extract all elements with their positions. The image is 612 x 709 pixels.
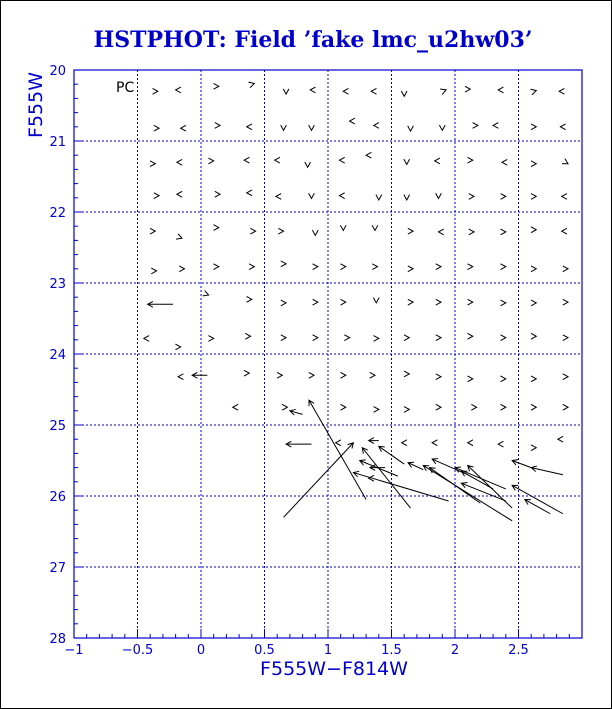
vector-arrow — [525, 500, 550, 514]
vector-arrow — [181, 125, 186, 131]
vector-arrow — [343, 88, 348, 94]
vector-arrow — [531, 161, 536, 167]
vector-arrow — [531, 124, 536, 130]
vector-arrow — [404, 371, 409, 377]
vector-arrow — [247, 296, 252, 302]
vector-arrow — [468, 157, 473, 163]
vector-arrow — [531, 227, 536, 233]
vector-arrow — [374, 123, 379, 129]
vector-arrow — [177, 159, 182, 165]
vector-arrow — [244, 370, 249, 376]
vector-arrow — [531, 333, 536, 339]
vector-arrow — [244, 157, 249, 163]
vector-arrow — [404, 335, 409, 341]
vector-arrow — [436, 335, 441, 341]
vector-arrow — [435, 158, 440, 164]
vector-arrow — [498, 87, 503, 93]
vector-arrow — [461, 483, 505, 501]
vector-arrow — [339, 193, 344, 199]
vector-arrow — [498, 441, 503, 447]
vector-arrow — [501, 404, 506, 410]
vector-arrow — [276, 194, 281, 200]
vector-arrow — [436, 299, 441, 305]
vector-arrow — [281, 125, 287, 130]
vector-arrow — [214, 225, 219, 231]
vector-arrow — [563, 404, 568, 410]
vector-arrow — [404, 195, 410, 200]
vector-arrow — [178, 374, 183, 380]
vector-arrow — [402, 440, 407, 446]
x-tick-label: 2 — [450, 643, 460, 658]
vector-arrow — [455, 467, 506, 489]
vector-arrow — [309, 372, 314, 378]
x-tick-label: −1 — [64, 643, 84, 658]
x-axis-label: F555W−F814W — [260, 658, 408, 680]
vector-arrow — [376, 195, 382, 200]
y-tick-label: 22 — [49, 206, 66, 221]
vector-arrow — [150, 161, 155, 167]
vector-arrow — [563, 335, 568, 341]
vector-arrow — [408, 462, 423, 469]
vector-arrow — [374, 336, 379, 342]
chip-label: PC — [116, 80, 135, 96]
vector-arrow — [469, 194, 474, 200]
vector-arrow — [468, 376, 473, 382]
vector-arrow — [336, 440, 341, 446]
vector-arrow — [531, 376, 536, 382]
vector-arrow — [339, 157, 344, 163]
vector-arrow — [560, 124, 565, 130]
vector-arrow — [563, 374, 568, 380]
vector-arrow — [150, 228, 155, 234]
vector-arrow — [208, 158, 213, 164]
vector-arrow — [176, 87, 181, 93]
vector-arrow — [313, 299, 318, 305]
vector-arrow — [371, 88, 376, 94]
vector-arrow — [379, 446, 404, 464]
vector-arrow — [438, 229, 443, 235]
vector-arrow — [501, 229, 506, 235]
vector-arrow — [562, 228, 567, 234]
x-tick-label: 1 — [323, 643, 333, 658]
grid — [74, 70, 582, 638]
x-tick-label: −0.5 — [121, 643, 154, 658]
vector-arrow — [284, 443, 354, 518]
vector-arrow — [501, 194, 506, 200]
vector-arrow — [562, 159, 568, 164]
vector-arrow — [531, 300, 536, 306]
vector-arrow — [305, 162, 311, 167]
vector-arrow — [468, 333, 473, 339]
vector-arrow — [468, 264, 473, 270]
vector-arrow — [281, 335, 286, 341]
vector-arrow — [468, 440, 473, 446]
vector-arrow — [278, 228, 283, 234]
y-tick-label: 20 — [49, 64, 66, 79]
vector-arrow — [436, 404, 441, 410]
y-axis-label: F555W — [25, 72, 47, 138]
vector-arrow — [512, 485, 563, 513]
vector-arrow — [208, 336, 213, 342]
vector-arrow — [439, 125, 445, 130]
vector-arrow — [277, 372, 282, 378]
y-tick-label: 23 — [49, 277, 66, 292]
vector-arrow — [493, 123, 498, 129]
y-tick-label: 21 — [49, 135, 66, 150]
vector-arrow — [401, 91, 407, 96]
vector-arrow — [203, 291, 209, 296]
vector-arrow — [281, 261, 286, 267]
vector-arrow — [313, 264, 318, 270]
vector-arrow — [233, 404, 238, 410]
vector-arrow — [175, 344, 180, 350]
vector-arrow — [148, 301, 173, 307]
axis-ticks — [49, 64, 582, 658]
vector-arrow — [473, 123, 478, 129]
vector-arrow — [501, 300, 506, 306]
y-tick-label: 27 — [49, 561, 66, 576]
vector-arrow — [436, 264, 441, 270]
vector-arrow — [144, 336, 149, 342]
vector-arrow — [408, 266, 413, 272]
vector-arrow — [366, 152, 371, 158]
vector-arrow — [530, 89, 536, 95]
vector-arrow — [153, 88, 158, 94]
vector-arrow — [408, 228, 413, 234]
vector-arrow — [468, 299, 473, 305]
vector-arrow — [309, 125, 315, 130]
vector-arrow — [249, 264, 254, 270]
vectors — [144, 82, 568, 521]
vector-arrow — [312, 230, 318, 235]
vector-arrow — [531, 194, 536, 200]
vector-arrow — [370, 372, 375, 378]
vector-arrow — [436, 374, 441, 380]
vector-arrow — [154, 125, 159, 131]
vector-arrow — [245, 333, 250, 339]
vector-arrow — [559, 88, 564, 94]
vector-arrow — [512, 460, 531, 468]
vector-arrow — [309, 193, 315, 198]
vector-arrow — [404, 159, 410, 164]
vector-arrow — [369, 438, 379, 444]
x-tick-label: 0 — [196, 643, 206, 658]
vector-arrow — [179, 266, 184, 272]
vector-arrow — [531, 466, 563, 475]
x-tick-label: 2.5 — [508, 643, 529, 658]
vector-arrow — [501, 335, 506, 341]
vector-arrow — [313, 335, 318, 341]
vector-arrow — [469, 229, 474, 235]
y-tick-label: 28 — [49, 632, 66, 647]
vector-arrow — [501, 264, 506, 270]
vector-arrow — [176, 234, 182, 239]
vector-arrow — [563, 266, 568, 272]
vector-arrow — [286, 441, 311, 447]
vector-arrow — [214, 264, 219, 270]
vector-arrow — [247, 190, 252, 196]
vector-arrow — [562, 194, 567, 200]
vector-arrow — [215, 123, 220, 129]
vector-arrow — [423, 465, 512, 520]
vector-arrow — [461, 471, 493, 489]
vector-arrow — [154, 193, 159, 199]
vector-arrow — [501, 376, 506, 382]
vector-arrow — [281, 300, 286, 306]
vector-arrow — [432, 440, 437, 446]
vector-arrow — [341, 404, 346, 410]
vector-arrow — [465, 86, 470, 92]
vector-arrow — [372, 225, 378, 230]
vector-arrow — [531, 445, 536, 451]
vector-arrow — [531, 404, 536, 410]
vector-arrow — [275, 157, 280, 163]
vector-arrow — [372, 264, 377, 270]
x-tick-label: 1.5 — [381, 643, 402, 658]
vector-arrow — [408, 299, 413, 305]
vector-arrow — [214, 83, 219, 89]
vector-arrow — [373, 298, 379, 303]
vector-arrow — [248, 82, 254, 88]
y-tick-label: 25 — [49, 419, 66, 434]
vector-arrow — [440, 89, 446, 94]
vector-arrow — [404, 407, 409, 413]
vector-arrow — [563, 299, 568, 305]
vector-arrow — [309, 400, 366, 499]
vector-arrow — [531, 266, 536, 272]
vector-arrow — [247, 124, 252, 130]
vector-arrow — [436, 193, 442, 198]
vector-arrow — [502, 159, 507, 165]
vector-arrow — [177, 191, 182, 197]
x-tick-label: 0.5 — [254, 643, 275, 658]
vector-arrow — [341, 299, 346, 305]
vector-arrow — [283, 89, 289, 94]
vector-arrow — [408, 126, 414, 131]
vector-arrow — [310, 87, 315, 93]
vector-arrow — [151, 268, 156, 274]
y-tick-label: 26 — [49, 490, 66, 505]
vector-arrow — [215, 191, 220, 197]
vector-arrow — [471, 404, 476, 410]
vector-arrow — [192, 372, 207, 378]
y-tick-label: 24 — [49, 348, 66, 363]
chart-title: HSTPHOT: Field ’fake lmc_u2hw03’ — [93, 27, 533, 53]
vector-arrow — [340, 225, 346, 230]
vector-arrow — [558, 436, 563, 442]
vector-arrow — [282, 404, 287, 410]
vector-arrow — [374, 407, 379, 413]
vector-arrow — [341, 264, 346, 270]
vector-arrow — [341, 372, 346, 378]
vector-arrow — [344, 335, 349, 341]
vector-arrow — [290, 409, 303, 415]
vector-arrow — [250, 228, 255, 234]
vector-arrow — [350, 118, 355, 124]
